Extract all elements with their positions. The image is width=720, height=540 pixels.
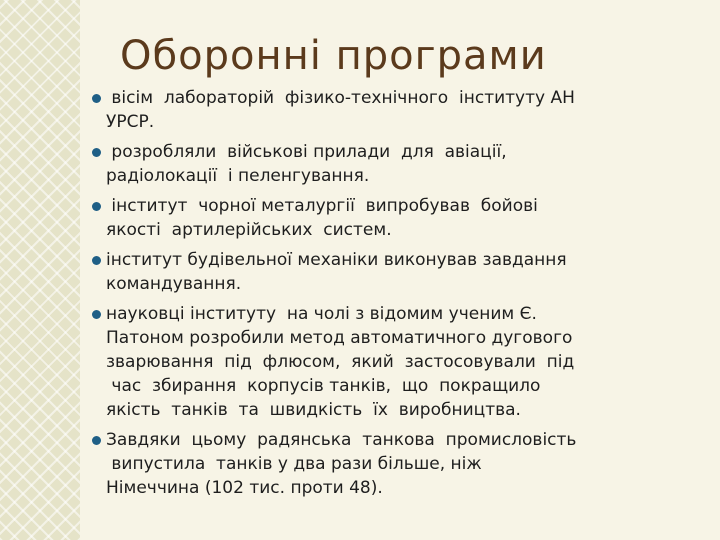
bullet-item [92,428,702,500]
bullet-dot-icon [92,310,101,319]
bullet-item [92,194,702,242]
bullet-line: інститут чорної металургії випробував бойові [106,196,538,216]
bullet-line: якості артилерійських систем. [106,220,392,240]
bullet-line: Патоном розробили метод автоматичного дугового [106,328,573,348]
bullet-item [92,140,702,188]
bullet-list [92,86,702,506]
bullet-line: зварювання під флюсом, який застосовували під [106,352,575,372]
bullet-item [92,86,702,134]
bullet-dot-icon [92,436,101,445]
bullet-dot-icon [92,148,101,157]
bullet-line: вісім лабораторій фізико-технічного інституту АН [106,88,575,108]
bullet-line: командування. [106,274,242,294]
decorative-pattern-strip [0,0,80,540]
bullet-line: радіолокації і пеленгування. [106,166,370,186]
bullet-line: науковці інституту на чолі з відомим ученим Є. [106,304,537,324]
bullet-line: Німеччина (102 тис. проти 48). [106,478,383,498]
bullet-dot-icon [92,202,101,211]
bullet-line: час збирання корпусів танків, що покращило [106,376,541,396]
bullet-line: УРСР. [106,112,155,132]
bullet-line: Завдяки цьому радянська танкова промисловість [106,430,577,450]
bullet-line: розробляли військові прилади для авіації, [106,142,507,162]
slide-title: Оборонні програми [120,33,547,79]
bullet-dot-icon [92,256,101,265]
bullet-line: якість танків та швидкість їх виробництва. [106,400,521,420]
bullet-dot-icon [92,94,101,103]
bullet-line: інститут будівельної механіки виконував завдання [106,250,567,270]
bullet-line: випустила танків у два рази більше, ніж [106,454,482,474]
bullet-item [92,302,702,422]
bullet-item [92,248,702,296]
